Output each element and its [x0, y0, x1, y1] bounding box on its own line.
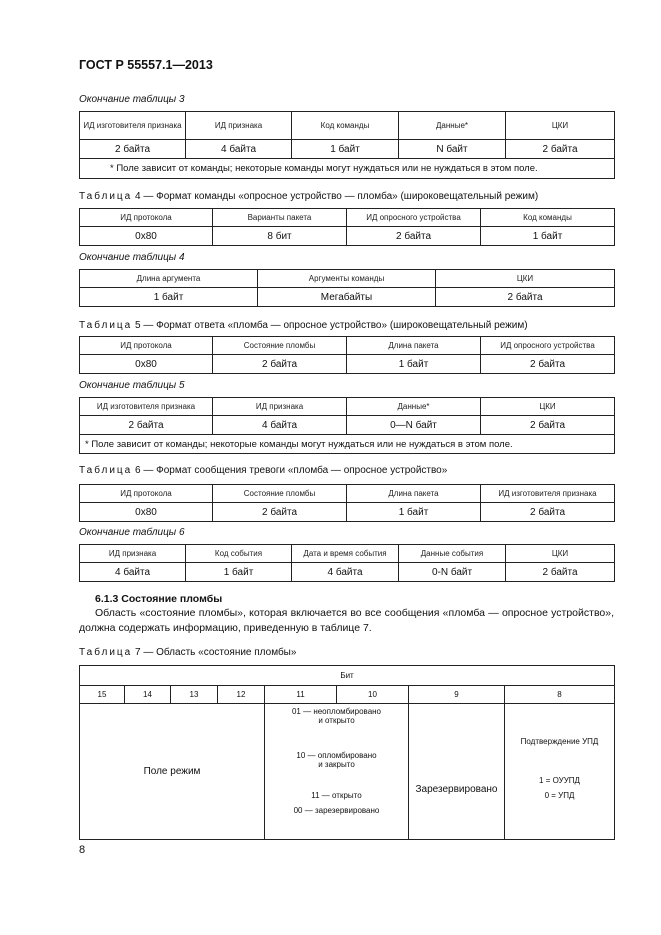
- value-cell: 4 байта: [186, 140, 292, 159]
- t5-end-caption: Окончание таблицы 5: [79, 380, 185, 391]
- header-cell: ЦКИ: [481, 398, 615, 416]
- caption-prefix: Таблица: [79, 191, 133, 202]
- bit-number: 12: [218, 686, 265, 704]
- header-cell: Код команды: [292, 112, 399, 140]
- value-cell: 2 байта: [347, 227, 481, 246]
- t4-caption: [79, 191, 538, 202]
- state-line: 10 — опломбировано: [296, 751, 377, 760]
- table-5-end: [79, 397, 615, 454]
- table-note: * Поле зависит от команды; некоторые команды могут нуждаться или не нуждаться в этом поле.: [80, 435, 615, 454]
- upd-cell: [505, 704, 615, 840]
- value-cell: 4 байта: [292, 563, 399, 582]
- header-cell: ИД признака: [213, 398, 347, 416]
- reserved-cell: Зарезервировано: [409, 704, 505, 840]
- bit-number: 10: [337, 686, 409, 704]
- bit-header: Бит: [80, 666, 615, 686]
- value-cell: 0x80: [80, 227, 213, 246]
- header-cell: Длина пакета: [347, 485, 481, 503]
- table-3-end: [79, 111, 615, 179]
- value-cell: 2 байта: [213, 503, 347, 522]
- header-cell: Данные*: [347, 398, 481, 416]
- t4-end-caption: Окончание таблицы 4: [79, 252, 185, 263]
- value-cell: 1 байт: [347, 355, 481, 374]
- mode-states-cell: [265, 704, 409, 840]
- value-cell: 2 байта: [506, 140, 615, 159]
- header-cell: Код команды: [481, 209, 615, 227]
- value-cell: N байт: [399, 140, 506, 159]
- table-4: [79, 208, 615, 246]
- value-cell: 1 байт: [80, 288, 258, 307]
- header-cell: ИД изготовителя признака: [80, 112, 186, 140]
- value-cell: 2 байта: [80, 140, 186, 159]
- upd-zero: 0 = УПД: [544, 791, 575, 800]
- caption-text: 4 — Формат команды «опросное устройство — пломба» (широковещательный режим): [135, 191, 539, 202]
- value-cell: 2 байта: [481, 355, 615, 374]
- document-code: ГОСТ Р 55557.1—2013: [79, 58, 213, 72]
- section-paragraph: Область «состояние пломбы», которая включается во все сообщения «пломба — опросное устройство», должна содержать информацию, приведенную в таблице 7.: [79, 607, 614, 634]
- value-cell: 4 байта: [80, 563, 186, 582]
- header-cell: Данные события: [399, 545, 506, 563]
- state-line: 01 — неопломбировано: [291, 707, 382, 716]
- caption-text: 6 — Формат сообщения тревоги «пломба — опросное устройство»: [135, 465, 448, 476]
- value-cell: 1 байт: [292, 140, 399, 159]
- value-cell: 0x80: [80, 355, 213, 374]
- value-cell: 2 байта: [506, 563, 615, 582]
- value-cell: 2 байта: [481, 503, 615, 522]
- state-line: 11 — открыто: [311, 791, 362, 800]
- section-title: 6.1.3 Состояние пломбы: [95, 593, 223, 605]
- value-cell: 2 байта: [481, 416, 615, 435]
- caption-prefix: Таблица: [79, 465, 133, 476]
- table-5: [79, 336, 615, 374]
- header-cell: Код события: [186, 545, 292, 563]
- header-cell: ЦКИ: [436, 270, 615, 288]
- mode-field-cell: Поле режим: [80, 704, 265, 840]
- t5-caption: [79, 320, 528, 331]
- value-cell: 2 байта: [213, 355, 347, 374]
- state-line: и открыто: [318, 716, 355, 725]
- header-cell: ИД протокола: [80, 485, 213, 503]
- header-cell: Данные*: [399, 112, 506, 140]
- header-cell: Варианты пакета: [213, 209, 347, 227]
- value-cell: 8 бит: [213, 227, 347, 246]
- value-cell: 4 байта: [213, 416, 347, 435]
- bit-number: 9: [409, 686, 505, 704]
- value-cell: Мегабайты: [258, 288, 436, 307]
- caption-prefix: Таблица: [79, 320, 133, 331]
- state-line: и закрыто: [318, 760, 355, 769]
- value-cell: 2 байта: [436, 288, 615, 307]
- t6-end-caption: Окончание таблицы 6: [79, 527, 185, 538]
- caption-text: 7 — Область «состояние пломбы»: [135, 647, 297, 658]
- header-cell: ИД протокола: [80, 337, 213, 355]
- header-cell: Аргументы команды: [258, 270, 436, 288]
- header-cell: ИД изготовителя признака: [481, 485, 615, 503]
- bit-number: 14: [125, 686, 171, 704]
- bit-number: 15: [80, 686, 125, 704]
- bit-number: 11: [265, 686, 337, 704]
- t7-caption: [79, 647, 296, 658]
- value-cell: 1 байт: [481, 227, 615, 246]
- value-cell: 0-N байт: [399, 563, 506, 582]
- header-cell: Длина пакета: [347, 337, 481, 355]
- table-note: * Поле зависит от команды; некоторые команды могут нуждаться или не нуждаться в этом поле.: [80, 159, 615, 179]
- bit-number: 8: [505, 686, 615, 704]
- table-6-end: [79, 544, 615, 582]
- header-cell: ИД изготовителя признака: [80, 398, 213, 416]
- page-number: 8: [79, 844, 86, 856]
- bit-number: 13: [171, 686, 218, 704]
- header-cell: Дата и время события: [292, 545, 399, 563]
- t6-caption: [79, 465, 447, 476]
- header-cell: Длина аргумента: [80, 270, 258, 288]
- header-cell: ИД опросного устройства: [481, 337, 615, 355]
- header-cell: ИД опросного устройства: [347, 209, 481, 227]
- caption-text: 5 — Формат ответа «пломба — опросное устройство» (широковещательный режим): [135, 320, 528, 331]
- header-cell: ЦКИ: [506, 545, 615, 563]
- state-line: 00 — зарезервировано: [293, 806, 380, 815]
- header-cell: Состояние пломбы: [213, 485, 347, 503]
- upd-title: Подтверждение УПД: [520, 737, 599, 746]
- value-cell: 1 байт: [347, 503, 481, 522]
- value-cell: 2 байта: [80, 416, 213, 435]
- header-cell: ИД признака: [186, 112, 292, 140]
- header-cell: ИД протокола: [80, 209, 213, 227]
- header-cell: ЦКИ: [506, 112, 615, 140]
- caption-prefix: Таблица: [79, 647, 133, 658]
- table-6: [79, 484, 615, 522]
- value-cell: 0—N байт: [347, 416, 481, 435]
- value-cell: 1 байт: [186, 563, 292, 582]
- upd-one: 1 = ОУУПД: [539, 776, 580, 785]
- table-7: [79, 665, 615, 840]
- value-cell: 0x80: [80, 503, 213, 522]
- t3-end-caption: Окончание таблицы 3: [79, 94, 185, 105]
- header-cell: ИД признака: [80, 545, 186, 563]
- table-4-end: [79, 269, 615, 307]
- header-cell: Состояние пломбы: [213, 337, 347, 355]
